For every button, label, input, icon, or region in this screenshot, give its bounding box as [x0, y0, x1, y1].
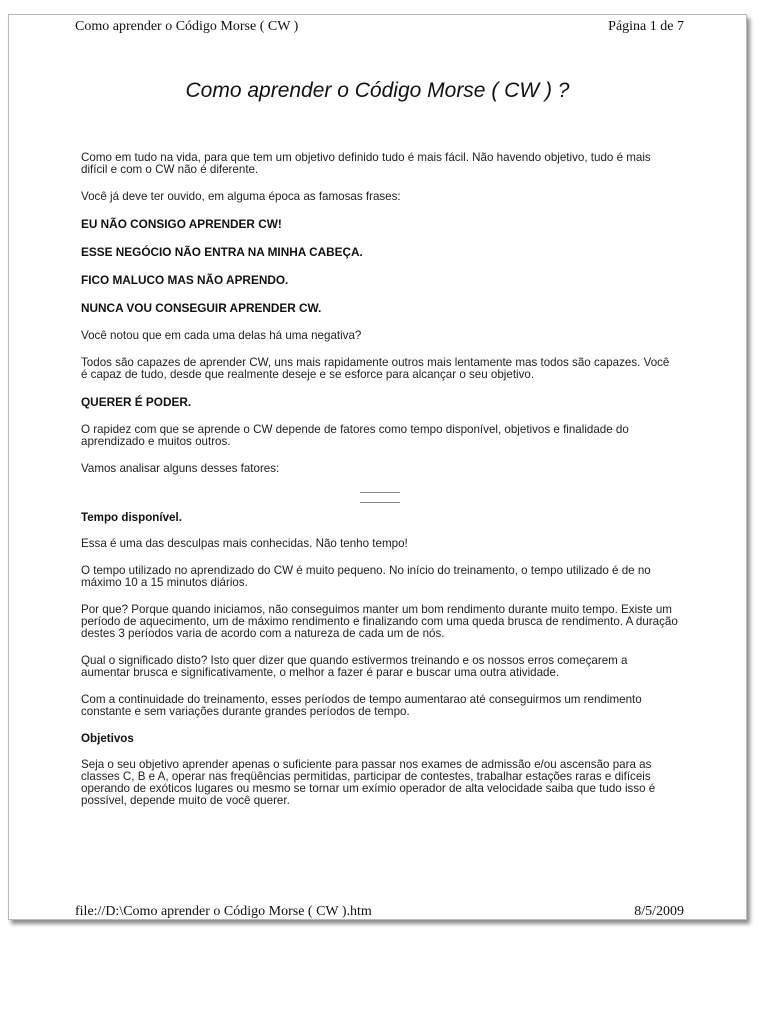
emphasized-phrase: ESSE NEGÓCIO NÃO ENTRA NA MINHA CABEÇA.	[81, 245, 363, 259]
page-title: Como aprender o Código Morse ( CW ) ?	[185, 79, 570, 102]
header-document-title: Como aprender o Código Morse ( CW )	[75, 19, 299, 34]
emphasized-phrase: FICO MALUCO MAS NÃO APRENDO.	[81, 273, 289, 287]
paragraph: Você notou que em cada uma delas há uma negativa?	[81, 329, 362, 342]
section-heading-tempo: Tempo disponível.	[81, 511, 182, 524]
document-page	[8, 14, 747, 920]
paragraph: Você já deve ter ouvido, em alguma época as famosas frases:	[81, 190, 401, 203]
paragraph: Todos são capazes de aprender CW, uns mais rapidamente outros mais lentamente mas todos são capazes. Você é capaz de tudo, desde que realmente deseje e se esforce para alcançar o seu objetivo.	[81, 356, 670, 381]
document-body	[81, 152, 679, 822]
emphasized-phrase: EU NÃO CONSIGO APRENDER CW!	[81, 217, 282, 231]
paragraph: Vamos analisar alguns desses fatores:	[81, 462, 280, 475]
paragraph: Essa é uma das desculpas mais conhecidas. Não tenho tempo!	[81, 537, 408, 550]
emphasized-phrase: NUNCA VOU CONSEGUIR APRENDER CW.	[81, 301, 322, 315]
paragraph: O tempo utilizado no aprendizado do CW é muito pequeno. No início do treinamento, o tempo utilizado é de no máximo 10 a 15 minutos diários.	[81, 564, 651, 589]
footer-file-path: file://D:\Como aprender o Código Morse ( CW ).htm	[75, 904, 372, 919]
paragraph: Por que? Porque quando iniciamos, não conseguimos manter um bom rendimento durante muito tempo. Existe um período de aquecimento, um de máximo rendimento e finalizando com uma queda brusca de rendimento. A duração destes 3 períodos varia de acordo com a natureza de cada um de nós.	[81, 603, 678, 640]
emphasized-phrase: QUERER É PODER.	[81, 395, 192, 409]
paragraph: Com a continuidade do treinamento, esses períodos de tempo aumentarao até conseguirmos um rendimento constante e sem variações durante grandes períodos de tempo.	[81, 693, 642, 718]
paragraph: Qual o significado disto? Isto quer dizer que quando estivermos treinando e os nossos erros começarem a aumentar brusca e significativamente, o melhor a fazer é parar e buscar uma outra atividade.	[81, 654, 628, 679]
paragraph: Como em tudo na vida, para que tem um objetivo definido tudo é mais fácil. Não havendo objetivo, tudo é mais difícil e com o CW não é diferente.	[81, 151, 651, 176]
paragraph: O rapidez com que se aprende o CW depende de fatores como tempo disponível, objetivos e finalidade do aprendizado e muitos outros.	[81, 423, 629, 448]
section-divider	[360, 490, 400, 504]
section-heading-objetivos: Objetivos	[81, 732, 134, 745]
paragraph: Seja o seu objetivo aprender apenas o suficiente para passar nos exames de admissão e/ou ascensão para as classes C, B e A, operar nas freqüências permitidas, participar de contestes, trabalhar estações raras e difíceis operando de exóticos lugares ou mesmo se tornar um exímio operador de alta velocidade saiba que tudo isso é possível, depende muito de você querer.	[81, 758, 656, 807]
footer-date: 8/5/2009	[634, 904, 684, 919]
header-page-number: Página 1 de 7	[608, 19, 684, 34]
